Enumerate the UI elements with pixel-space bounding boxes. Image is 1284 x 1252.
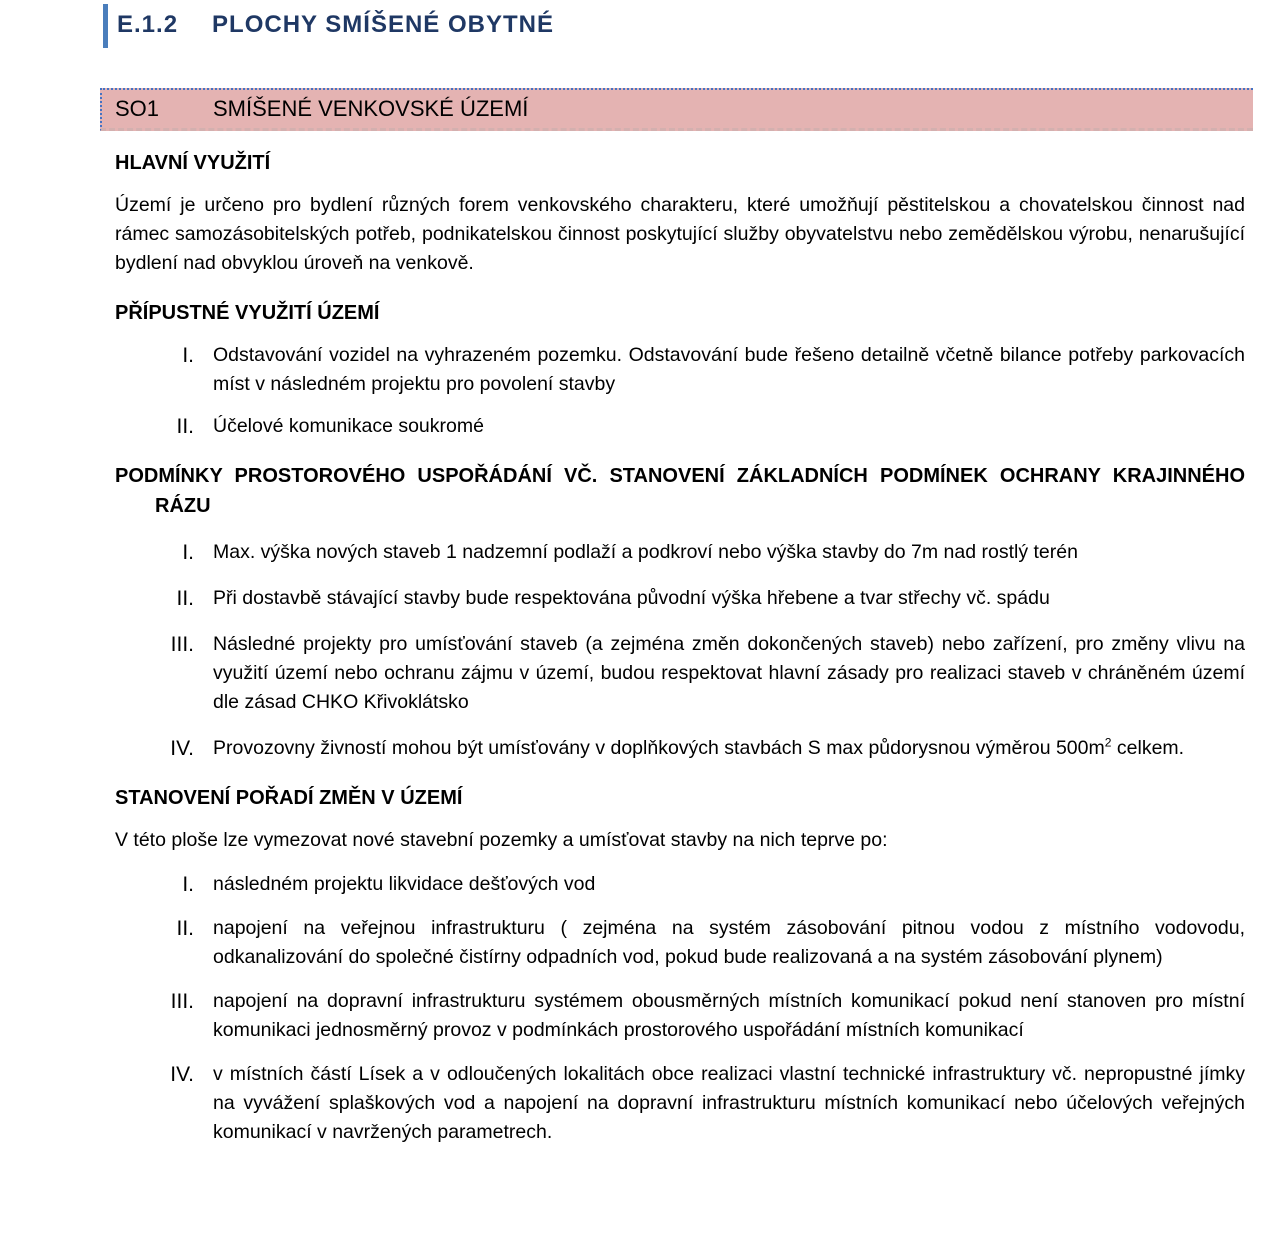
list-item-numeral: III. (170, 633, 194, 656)
page-title: PLOCHY SMÍŠENÉ OBYTNÉ (212, 11, 554, 38)
list-item (115, 412, 1245, 441)
list-item-numeral: I. (182, 873, 194, 896)
list-item-text: Účelové komunikace soukromé (213, 415, 484, 437)
list-item (115, 341, 1245, 399)
list-item-text: napojení na dopravní infrastrukturu systémem obousměrných místních komunikací pokud není stanoven pro místní komunikaci jednosměrný provoz v podmínkách prostorového uspořádání místních komunikací (213, 990, 1245, 1041)
zone-title: SMÍŠENÉ VENKOVSKÉ ÚZEMÍ (213, 96, 529, 121)
list-item-numeral: I. (182, 541, 194, 564)
list-item (115, 734, 1245, 763)
list-item (115, 1060, 1245, 1147)
list-item-text: napojení na veřejnou infrastrukturu ( zejména na systém zásobování pitnou vodou z místního vodovodu, odkanalizování do společné čistírny odpadních vod, pokud bude realizovaná a na systém zásobování plynem) (213, 917, 1245, 968)
section-number: E.1.2 (117, 11, 179, 38)
paragraph-stanoveni-intro: V této ploše lze vymezovat nové stavební pozemky a umísťovat stavby na nich teprve po: (115, 829, 888, 851)
list-item-text: Následné projekty pro umísťování staveb (a zejména změn dokončených staveb) nebo zařízení, pro změny vlivu na využití území nebo ochranu zájmu v území, budou respektovat hlavní zásady pro realizaci staveb v chráněném území dle zásad CHKO Křivoklátsko (213, 633, 1245, 713)
list-item-numeral: II. (176, 587, 194, 610)
list-item-text: Odstavování vozidel na vyhrazeném pozemku. Odstavování bude řešeno detailně včetně bilance potřeby parkovacích míst v následném projektu pro povolení stavby (213, 344, 1245, 395)
list-item (115, 987, 1245, 1045)
list-pripustne (115, 341, 1245, 441)
list-item (115, 870, 1245, 899)
zone-code: SO1 (115, 96, 160, 121)
zone-banner (100, 88, 1253, 131)
list-podminky (115, 538, 1245, 763)
list-item-numeral: IV. (170, 737, 194, 760)
paragraph-hlavni-vyuziti: Území je určeno pro bydlení různých forem venkovského charakteru, které umožňují pěstitelskou a chovatelskou činnost nad rámec samozásobitelských potřeb, podnikatelskou činnost poskytující služby obyvatelstvu nebo zemědělskou výrobu, nenarušující bydlení nad obvyklou úroveň na venkově. (115, 194, 1245, 274)
section-heading (103, 4, 1254, 48)
heading-pripustne-vyuziti: PŘÍPUSTNÉ VYUŽITÍ ÚZEMÍ (115, 302, 380, 324)
heading-podminky: PODMÍNKY PROSTOROVÉHO USPOŘÁDÁNÍ VČ. STANOVENÍ ZÁKLADNÍCH PODMÍNEK OCHRANY KRAJINNÉHO RÁZU (115, 465, 1245, 517)
list-item-numeral: IV. (170, 1063, 194, 1086)
list-item-text: v místních částí Lísek a v odloučených lokalitách obce realizaci vlastní technické infrastruktury vč. nepropustné jímky na vyvážení splaškových vod a napojení na dopravní infrastrukturu místních komunikací nebo účelových veřejných komunikací v navržených parametrech. (213, 1063, 1245, 1143)
list-item (115, 630, 1245, 717)
list-item-numeral: II. (176, 917, 194, 940)
list-item-numeral: III. (170, 990, 194, 1013)
list-item (115, 538, 1245, 567)
list-item (115, 914, 1245, 972)
heading-stanoveni-poradi: STANOVENÍ POŘADÍ ZMĚN V ÚZEMÍ (115, 787, 463, 809)
superscript: 2 (1104, 735, 1112, 750)
list-item-text: Při dostavbě stávající stavby bude respektována původní výška hřebene a tvar střechy vč. spádu (213, 587, 1050, 609)
list-stanoveni (115, 870, 1245, 1147)
heading-hlavni-vyuziti: HLAVNÍ VYUŽITÍ (115, 152, 271, 174)
list-item-text (213, 734, 1245, 763)
list-item-numeral: I. (182, 344, 194, 367)
list-item-text: následném projektu likvidace dešťových vod (213, 873, 596, 895)
document-content (115, 148, 1245, 1147)
list-item (115, 584, 1245, 613)
list-item-numeral: II. (176, 415, 194, 438)
list-item-text: Max. výška nových staveb 1 nadzemní podlaží a podkroví nebo výška stavby do 7m nad rostlý terén (213, 541, 1078, 563)
list-item-text-part: Provozovny živností mohou být umísťovány v doplňkových stavbách S max půdorysnou výměrou 500m (213, 737, 1105, 759)
list-item-text-part: celkem. (1111, 737, 1185, 759)
